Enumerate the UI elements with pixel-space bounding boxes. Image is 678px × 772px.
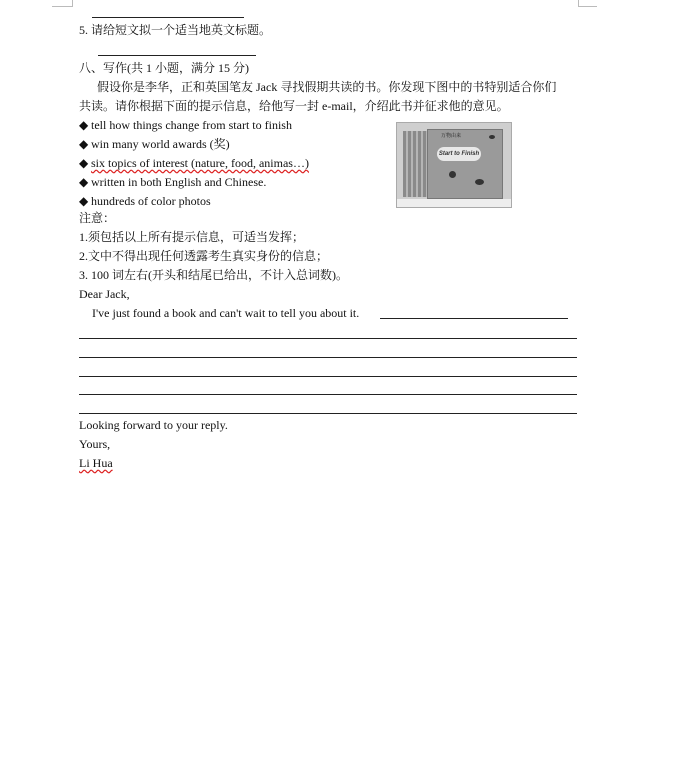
book-spines <box>403 131 429 197</box>
diamond-icon: ◆ <box>79 194 89 208</box>
bullet-text: six topics of interest (nature, food, animas…) <box>91 156 309 170</box>
book-cover <box>427 129 503 199</box>
letter-sign-off: Yours, <box>79 437 111 451</box>
bullet-text: win many world awards (奖) <box>91 137 230 151</box>
bullet-item <box>79 193 211 209</box>
bullet-item <box>79 136 230 152</box>
letter-signature <box>79 455 113 471</box>
prompt-line-2: 共读。请你根据下面的提示信息，给他写一封 e-mail，介绍此书并征求他的意见。 <box>79 99 509 113</box>
writing-line <box>79 338 577 339</box>
bullet-item <box>79 117 292 133</box>
book-series-label: 万物由来 <box>441 133 462 139</box>
bullet-text: tell how things change from start to finish <box>91 118 292 132</box>
page-corner-mark-right <box>578 0 597 7</box>
bullet-text: written in both English and Chinese. <box>91 175 267 189</box>
note-title: 注意： <box>79 211 116 225</box>
writing-line <box>79 394 577 395</box>
prompt-line-1: 假设你是李华，正和英国笔友 Jack 寻找假期共读的书。你发现下图中的书特别适合你们 <box>97 80 557 94</box>
writing-line <box>79 376 577 377</box>
bullet-item <box>79 174 266 190</box>
book-title-badge: Start to Finish <box>437 147 481 161</box>
note-item: 2.文中不得出现任何透露考生真实身份的信息； <box>79 249 329 263</box>
section-heading: 八、写作(共 1 小题，满分 15 分) <box>79 61 249 75</box>
cover-illustration <box>475 179 484 185</box>
diamond-icon: ◆ <box>79 118 89 132</box>
page-corner-mark-left <box>52 0 73 7</box>
answer-line-q5 <box>98 55 256 56</box>
signature-text: Li Hua <box>79 456 113 470</box>
bullet-item <box>79 155 309 171</box>
writing-line <box>79 413 577 414</box>
diamond-icon: ◆ <box>79 156 89 170</box>
letter-closing: Looking forward to your reply. <box>79 418 228 432</box>
letter-greeting: Dear Jack, <box>79 287 130 301</box>
note-item: 3. 100 词左右(开头和结尾已给出，不计入总词数)。 <box>79 268 348 282</box>
letter-opening: I've just found a book and can't wait to tell you about it. <box>92 306 360 320</box>
book-photo <box>396 122 512 208</box>
diamond-icon: ◆ <box>79 175 89 189</box>
cover-illustration <box>449 171 456 178</box>
book-stand <box>397 199 511 207</box>
writing-line <box>380 318 568 319</box>
bullet-text: hundreds of color photos <box>91 194 211 208</box>
diamond-icon: ◆ <box>79 137 89 151</box>
cover-illustration <box>489 135 495 139</box>
note-item: 1.须包括以上所有提示信息，可适当发挥； <box>79 230 305 244</box>
answer-line-q4 <box>92 17 244 18</box>
question-5: 5. 请给短文拟一个适当地英文标题。 <box>79 23 272 37</box>
writing-line <box>79 357 577 358</box>
